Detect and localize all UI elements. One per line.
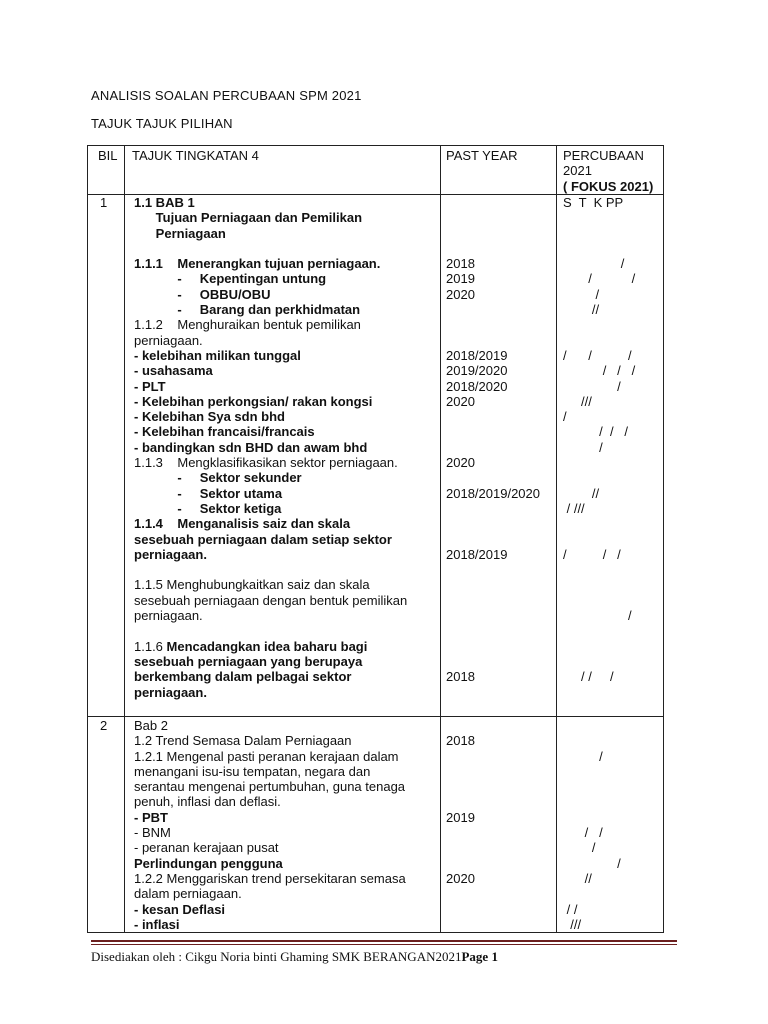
past-year-value: 2020 [446,286,475,302]
past-year-value [446,764,475,779]
topic-line: 1.2.1 Mengenal pasti peranan kerajaan dalam [134,748,399,764]
percubaan-mark: / [563,608,632,624]
past-year-value [446,562,540,577]
topic-line: 1.2.2 Menggariskan trend persekitaran semasa [134,870,406,886]
topic-line-text: Mencadangkan idea baharu bagi [166,638,368,654]
past-year-value [446,440,540,455]
percubaan-mark [563,210,635,225]
column-divider [124,146,125,932]
percubaan-mark [563,241,635,256]
topic-line: - kelebihan milikan tunggal [134,347,301,363]
topic-line: berkembang dalam pelbagai sektor [134,669,352,685]
percubaan-mark: / [563,855,621,871]
topic-line: 1.2 Trend Semasa Dalam Perniagaan [134,733,352,749]
percubaan-mark: / [563,439,603,455]
past-year-value [446,825,475,840]
past-year-value: 2018 [446,733,475,749]
percubaan-mark: / / [563,901,578,917]
footer-rule [91,944,677,945]
percubaan-mark [563,764,621,779]
row1-bil: 1 [100,195,108,210]
topic-line: - Sektor sekunder [134,470,302,486]
topic-line: - bandingkan sdn BHD dan awam bhd [134,439,368,455]
topic-line: - Sektor ketiga [134,500,282,516]
row2-percubaan [563,718,621,932]
past-year-value: 2018 [446,256,475,272]
topic-line: 1.1 BAB 1 [134,195,195,210]
topic-line: - BNM [134,825,171,841]
topic-line: perniagaan. [134,608,203,624]
topic-line: sesebuah perniagaan dalam setiap sektor [134,531,392,547]
percubaan-mark: / / / [563,669,614,685]
past-year-value [446,501,540,516]
percubaan-mark [563,516,635,531]
topic-line: - Kepentingan untung [134,271,327,287]
topic-line: Perniagaan [134,225,226,241]
past-year-value: 2018 [446,669,475,685]
column-divider [440,146,441,932]
past-year-value: 2018/2019 [446,546,508,562]
percubaan-mark [563,623,635,638]
past-year-value [446,654,540,669]
past-year-value [446,302,540,317]
topic-line: 1.1.5 Menghubungkaitkan saiz dan skala [134,577,370,593]
past-year-value [446,226,540,241]
percubaan-mark [563,455,635,470]
past-year-value: 2019 [446,809,475,825]
topic-line: - Sektor utama [134,485,283,501]
past-year-value: 2020 [446,393,475,409]
row1-topic [134,195,407,700]
topic-line: dalam perniagaan. [134,886,242,902]
topic-line [134,623,407,638]
topic-line: 1.1.1 Menerangkan tujuan perniagaan. [134,256,381,272]
header-percubaan [563,148,653,194]
percubaan-mark [563,333,635,348]
past-year-value: 2018/2020 [446,378,508,394]
topic-line: perniagaan. [134,684,207,700]
header-past-year: PAST YEAR [446,148,518,163]
topic-line: - OBBU/OBU [134,286,271,302]
analysis-table [87,145,664,933]
past-year-value [446,593,540,608]
topic-line: menangani isu-isu tempatan, negara dan [134,763,371,779]
percubaan-mark [563,779,621,794]
topic-line: 1.1.2 Menghuraikan bentuk pemilikan [134,317,361,333]
percubaan-mark: / [563,286,600,302]
past-year-value [446,333,540,348]
past-year-value [446,409,540,424]
topic-line: penuh, inflasi dan deflasi. [134,794,281,810]
percubaan-mark: / [563,378,621,394]
past-year-value [446,516,540,531]
past-year-value [446,608,540,623]
past-year-value [446,532,540,547]
topic-line: serantau mengenai pertumbuhan, guna tenaga [134,779,406,795]
percubaan-mark [563,226,635,241]
topic-line: - Kelebihan francaisi/francais [134,424,315,440]
percubaan-mark: /// [563,916,582,932]
percubaan-mark: // [563,485,600,501]
past-year-value [446,794,475,809]
past-year-value [446,623,540,638]
percubaan-mark [563,317,635,332]
percubaan-mark: / / / [563,546,621,562]
percubaan-mark [563,470,635,485]
percubaan-mark: / /// [563,500,585,516]
past-year-value: 2018/2019 [446,347,508,363]
topic-line: - usahasama [134,363,213,379]
past-year-value: 2020 [446,870,475,886]
row2-bil: 2 [100,718,108,733]
topic-line: - Kelebihan Sya sdn bhd [134,409,285,425]
percubaan-mark: / / [563,271,636,287]
footer [91,949,498,965]
document-subtitle: TAJUK TAJUK PILIHAN [91,116,233,131]
header-tajuk: TAJUK TINGKATAN 4 [132,148,259,163]
percubaan-mark [563,733,621,748]
row1-percubaan [563,195,635,685]
past-year-value: 2019 [446,271,475,287]
topic-line: - Kelebihan perkongsian/ rakan kongsi [134,393,373,409]
topic-line: Tujuan Perniagaan dan Pemilikan [134,210,363,226]
past-year-value [446,639,540,654]
topic-line: Perlindungan pengguna [134,855,283,871]
percubaan-mark: / [563,748,603,764]
percubaan-mark: // [563,302,600,318]
row-divider [88,716,663,717]
document-title: ANALISIS SOALAN PERCUBAAN SPM 2021 [91,88,362,103]
topic-line [134,241,407,256]
footer-page: Page 1 [461,949,498,964]
percubaan-mark: / / / [563,363,636,379]
percubaan-mark: S T K PP [563,195,624,210]
past-year-value [446,195,540,210]
footer-text: Disediakan oleh : Cikgu Noria binti Ghaming SMK BERANGAN2021 [91,949,462,964]
percubaan-mark: / [563,256,625,272]
topic-line: 1.1.4 Menganalisis saiz dan skala [134,516,351,532]
past-year-value [446,840,475,855]
topic-line: - kesan Deflasi [134,901,226,917]
percubaan-mark: / / / [563,424,629,440]
topic-line: perniagaan. [134,546,207,562]
percubaan-mark [563,718,621,733]
row1-past-year [446,195,540,685]
topic-line: - peranan kerajaan pusat [134,840,279,856]
past-year-value [446,856,475,871]
header-bil: BIL [98,148,118,163]
row2-topic [134,718,406,932]
percubaan-mark [563,654,635,669]
past-year-value [446,210,540,225]
percubaan-mark: / [563,409,567,425]
percubaan-mark [563,593,635,608]
percubaan-mark: / / [563,825,603,841]
past-year-value: 2019/2020 [446,363,508,379]
past-year-value [446,779,475,794]
row2-past-year [446,718,475,886]
topic-line: perniagaan. [134,332,203,348]
topic-line-number: 1.1.6 [134,638,167,654]
percubaan-mark [563,532,635,547]
percubaan-mark: / [563,840,596,856]
topic-line [134,562,407,577]
topic-line [134,639,407,654]
percubaan-mark: / / / [563,347,632,363]
past-year-value: 2020 [446,455,475,471]
past-year-value [446,317,540,332]
past-year-value [446,424,540,439]
past-year-value [446,577,540,592]
percubaan-mark [563,577,635,592]
header-percubaan-line3: ( FOKUS 2021) [563,178,654,194]
topic-line: - Barang dan perkhidmatan [134,302,361,318]
topic-line: sesebuah perniagaan yang berupaya [134,653,363,669]
column-divider [556,146,557,932]
past-year-value [446,241,540,256]
topic-line: Bab 2 [134,718,168,733]
past-year-value [446,470,540,485]
topic-line: sesebuah perniagaan dengan bentuk pemilikan [134,592,408,608]
topic-line: - inflasi [134,916,180,932]
percubaan-mark [563,886,621,901]
percubaan-mark [563,562,635,577]
past-year-value: 2018/2019/2020 [446,485,540,501]
percubaan-mark [563,794,621,809]
percubaan-mark: // [563,870,592,886]
header-percubaan-line2: 2021 [563,163,592,179]
percubaan-mark: /// [563,393,592,409]
topic-line: 1.1.3 Mengklasifikasikan sektor perniagaan. [134,455,398,471]
footer-rule [91,940,677,942]
header-percubaan-line1: PERCUBAAN [563,148,644,163]
past-year-value [446,749,475,764]
percubaan-mark [563,639,635,654]
percubaan-mark [563,810,621,825]
past-year-value [446,718,475,733]
topic-line: - PBT [134,809,168,825]
topic-line: - PLT [134,378,166,394]
